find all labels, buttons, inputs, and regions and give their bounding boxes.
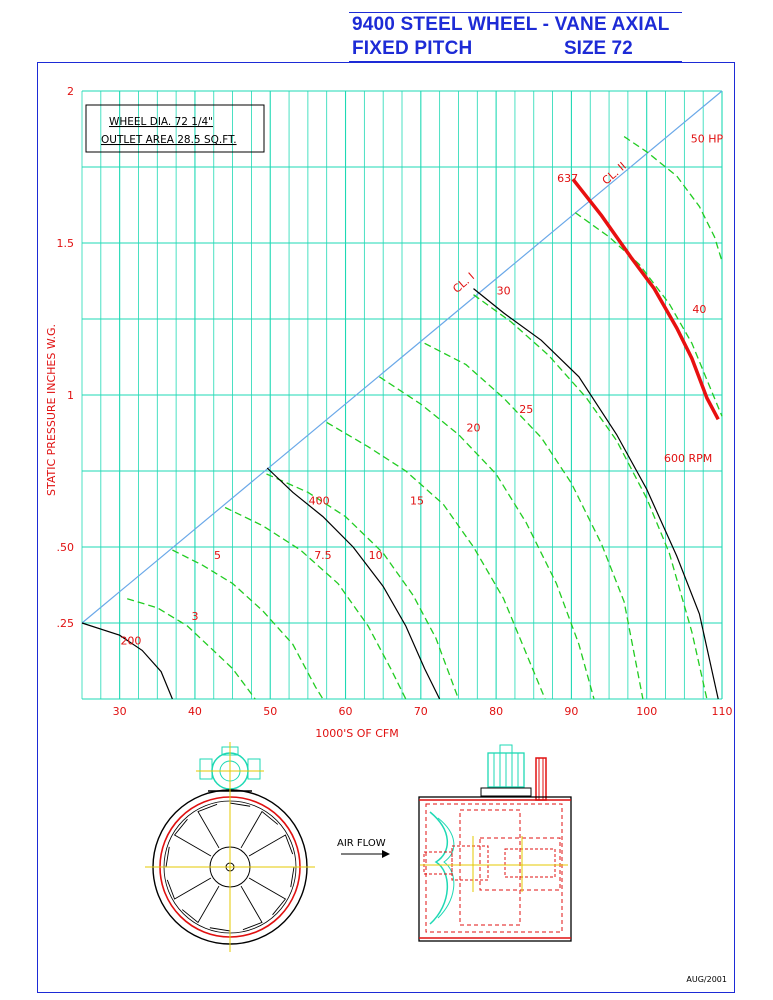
curve-label-hp: 10	[368, 549, 383, 563]
curve-label-rpm: 400	[308, 494, 330, 508]
fan-blade	[210, 889, 230, 931]
fan-side-view-diagram	[419, 745, 571, 941]
x-tick-label: 30	[112, 705, 127, 718]
curve-label-cl: CL. I	[450, 270, 478, 296]
curve-label-hp: 3	[191, 609, 199, 623]
x-tick-label: 70	[413, 705, 428, 718]
y-tick-label: 1.5	[56, 237, 74, 250]
page-title-line2-left: FIXED PITCH	[352, 38, 473, 59]
curve-label-hp: 15	[410, 494, 425, 508]
fan-front-view-diagram	[145, 742, 315, 952]
curve-label-rpm: 200	[120, 634, 142, 648]
airflow-label: AIR FLOW	[337, 838, 386, 849]
curve-label-hp: 25	[519, 403, 534, 417]
hp-curve	[379, 377, 594, 699]
fan-blade	[252, 867, 294, 887]
x-tick-label: 90	[564, 705, 579, 718]
page-title-line1: 9400 STEEL WHEEL - VANE AXIAL	[352, 14, 670, 35]
fan-blade	[230, 803, 250, 845]
curve-label-cl: CL. II	[599, 159, 629, 188]
y-axis-title: STATIC PRESSURE INCHES W.G.	[45, 324, 58, 496]
motor-side-icon	[481, 745, 546, 800]
hp-curve	[267, 474, 459, 699]
outlet-area-label: OUTLET AREA 28.5 SQ.FT.	[101, 134, 237, 146]
fan-blade	[241, 886, 262, 930]
curve-label-limit: 637	[557, 172, 579, 186]
airflow-arrow-icon	[341, 850, 390, 858]
curve-label-hp: 30	[496, 284, 511, 298]
hp-curve	[225, 508, 406, 700]
curve-label-hp: 7.5	[314, 549, 332, 563]
revision-date: AUG/2001	[686, 975, 727, 984]
y-tick-label: .25	[56, 617, 74, 630]
fan-blade	[167, 878, 211, 899]
wheel-diameter-label: WHEEL DIA. 72 1/4"	[109, 116, 214, 128]
x-tick-label: 40	[187, 705, 202, 718]
y-tick-label: 2	[67, 85, 74, 98]
x-tick-label: 100	[636, 705, 658, 718]
x-axis-title: 1000'S OF CFM	[315, 727, 399, 740]
curve-label-hp: 20	[466, 421, 481, 435]
fan-blade	[249, 835, 293, 856]
x-tick-label: 60	[338, 705, 353, 718]
curve-label-hp: 50 HP	[690, 132, 724, 146]
fan-blade	[198, 804, 219, 848]
curve-label-hp: 5	[214, 549, 222, 563]
x-tick-label: 80	[489, 705, 504, 718]
x-tick-label: 110	[711, 705, 733, 718]
x-tick-label: 50	[263, 705, 278, 718]
hp-curve	[327, 422, 545, 699]
fan-blade	[166, 847, 208, 867]
y-tick-label: 1	[67, 389, 74, 402]
chart-grid	[82, 91, 722, 699]
rpm-curve	[474, 289, 719, 699]
curve-label-hp: 40	[692, 302, 707, 316]
max-rpm-limit-curve	[573, 179, 718, 419]
page-title-size: SIZE 72	[564, 38, 633, 59]
y-tick-label: .50	[56, 541, 74, 554]
curve-label-rpm: 600 RPM	[663, 451, 713, 465]
